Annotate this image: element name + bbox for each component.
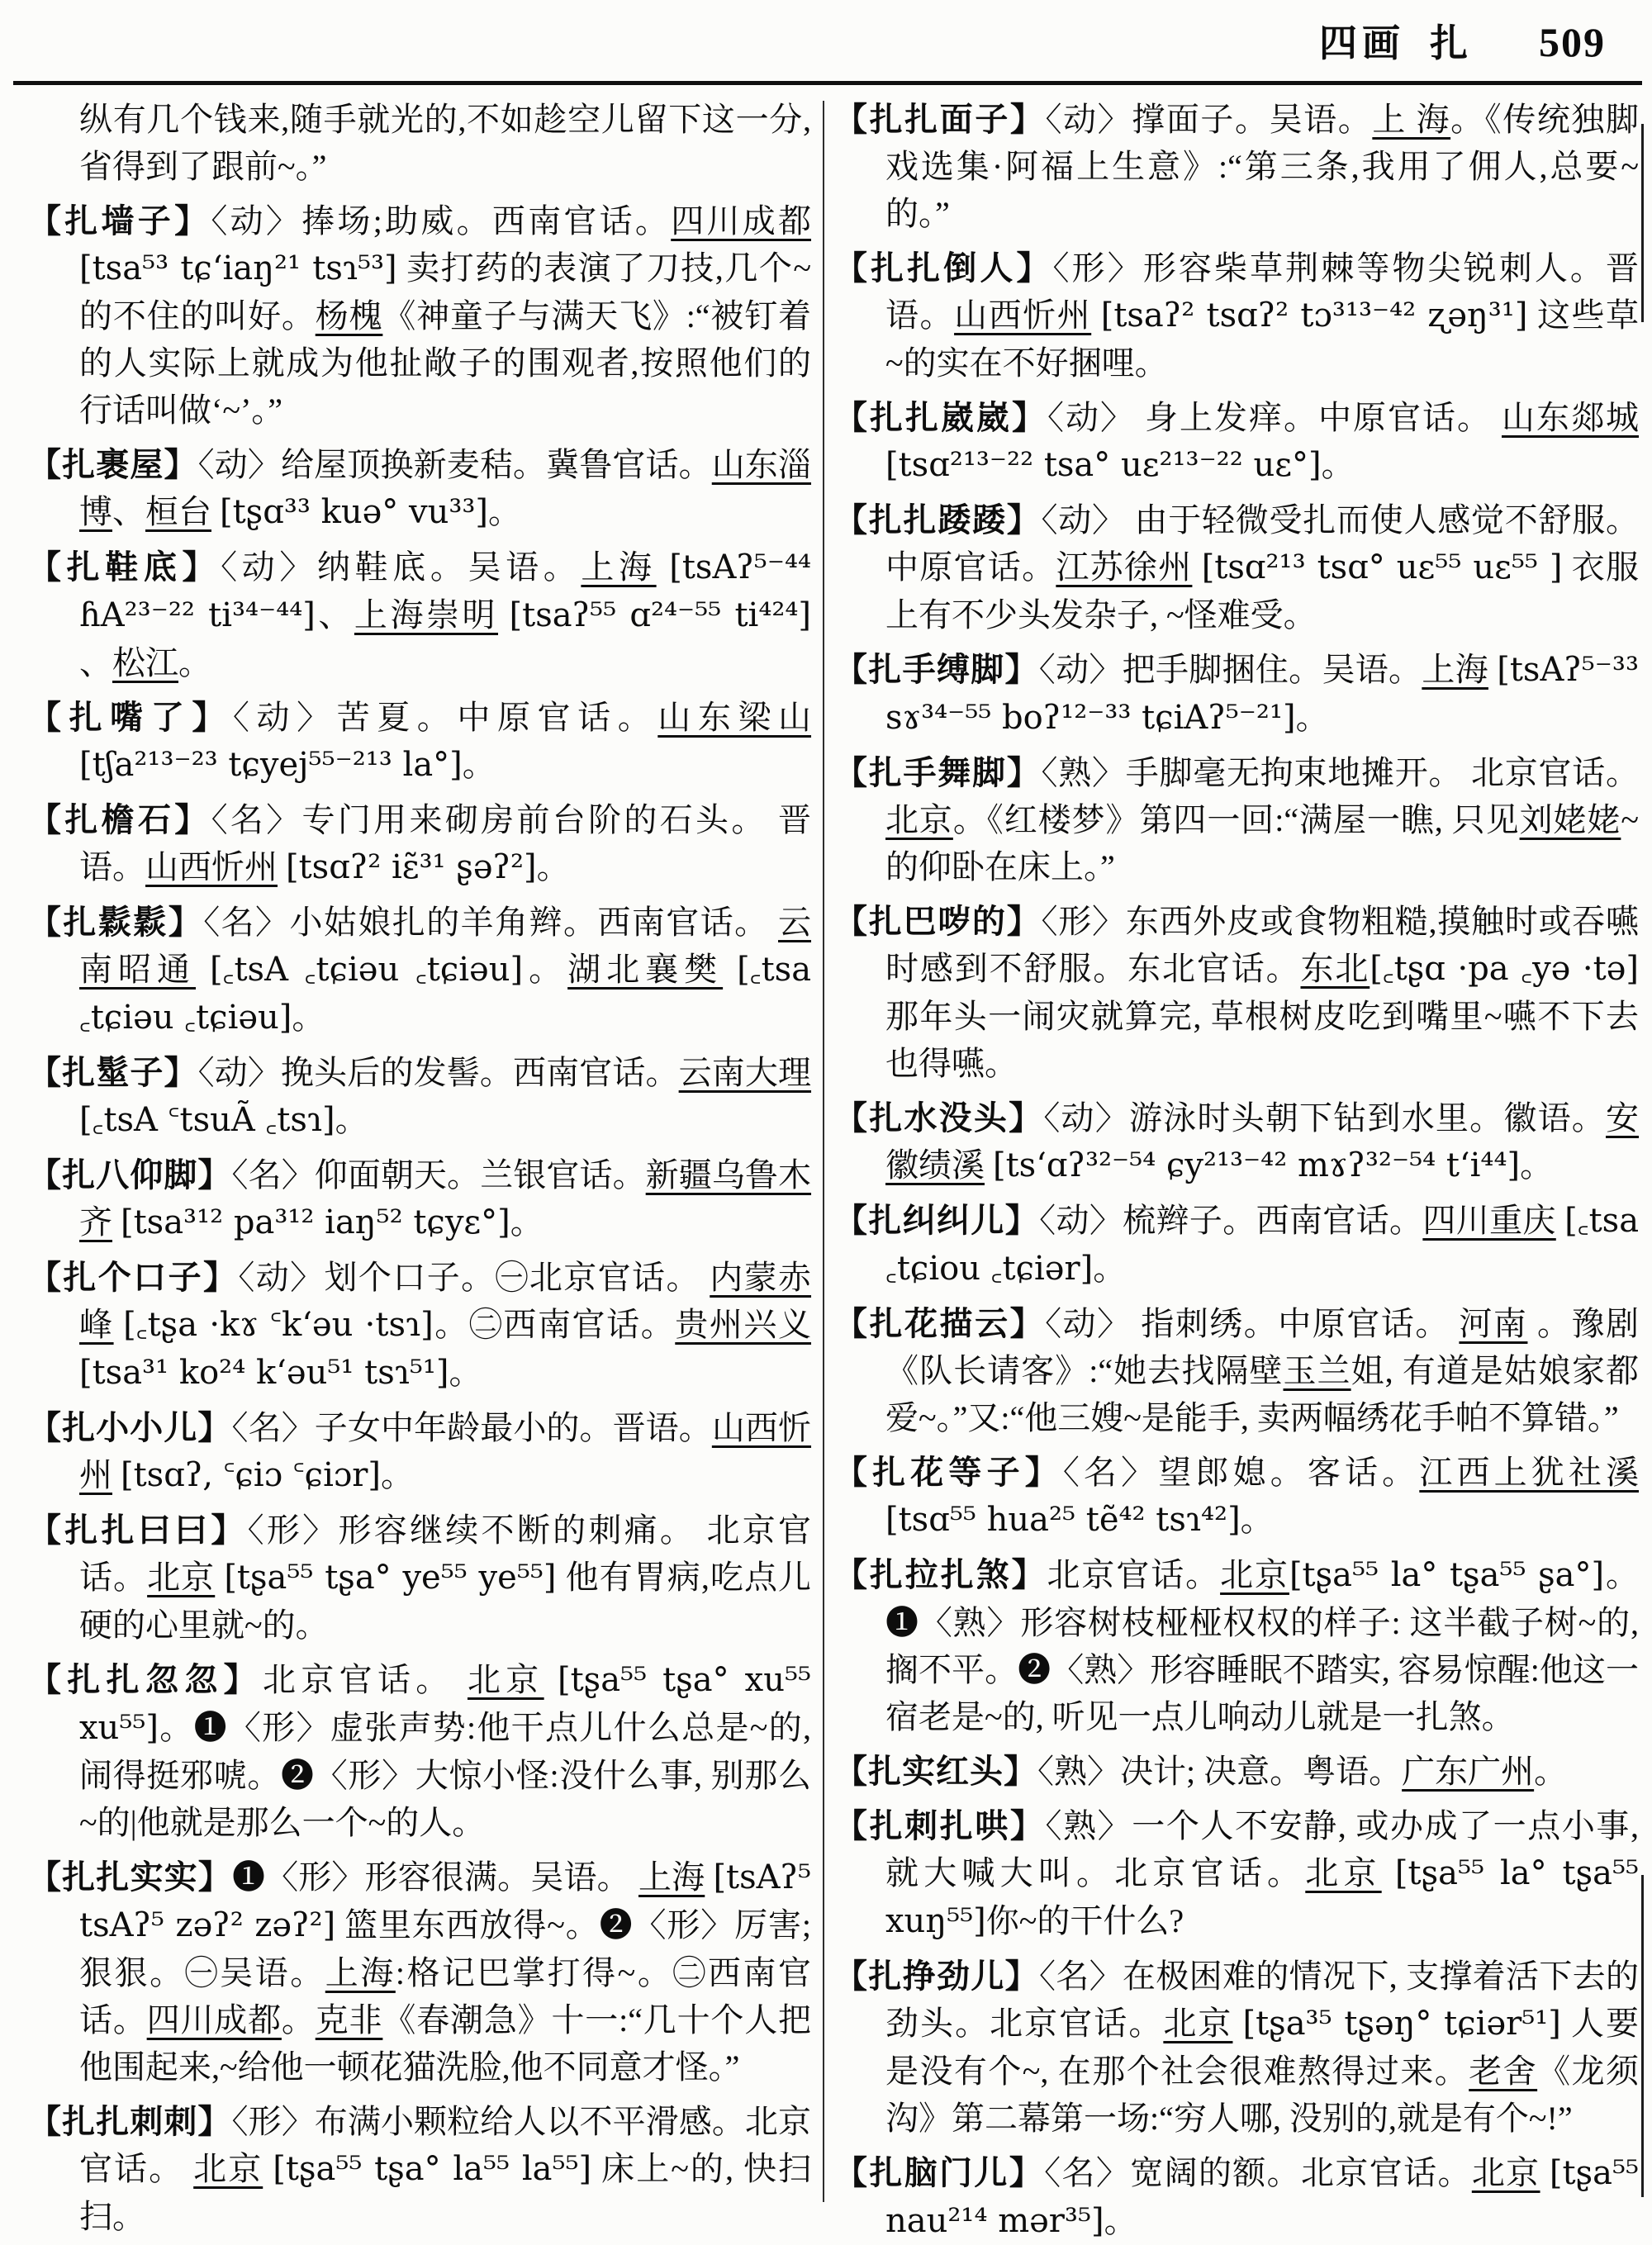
proper-noun: 松江 <box>112 644 178 681</box>
headword: 【扎个口子】 <box>28 1259 239 1296</box>
proper-noun: 山东梁山 <box>657 699 812 736</box>
headword: 【扎扎实实】 <box>28 1858 232 1896</box>
text-run: 。 <box>1104 2202 1137 2239</box>
headword: 【扎髽子】 <box>28 1054 198 1091</box>
proper-noun: 北京 <box>1471 2154 1540 2191</box>
text-run: 。 <box>462 746 496 783</box>
text-run: 〈熟〉一个人不安静, 或办成了一点小事, 就大喊大叫。北京官话。 <box>885 1807 1639 1891</box>
entry-扎扎倒人 <box>834 244 1639 387</box>
phonetic-transcription: [tsa³¹² pa³¹² iaŋ⁵² tɕyɛ°] <box>121 1203 510 1241</box>
text-run <box>1232 2005 1242 2042</box>
headword: 【扎裹屋】 <box>28 446 198 483</box>
phonetic-transcription: [tʂa⁵⁵ nau²¹⁴ mər³⁵] <box>885 2154 1640 2240</box>
text-run <box>211 493 220 530</box>
headword: 【扎手舞脚】 <box>834 754 1042 791</box>
proper-noun: 山西忻州 <box>145 848 278 885</box>
proper-noun: 克非 <box>315 2001 383 2039</box>
phonetic-transcription: [tʂa³⁵ tʂəŋ° tɕiər⁵¹] <box>1242 2005 1561 2043</box>
entry-扎脑门儿 <box>834 2149 1639 2245</box>
text-run: 篮里东西放得~。❷〈形〉厉害; 狠狠。㊀吴语。 <box>79 1906 811 1991</box>
proper-noun: 河南 <box>1459 1305 1528 1342</box>
text-run: 〈形〉形容柴草荆棘等物尖锐刺人。晋语。 <box>885 249 1640 334</box>
headword: 【扎刺扎哄】 <box>834 1807 1046 1844</box>
entry-扎花等子 <box>834 1449 1639 1544</box>
headword: 【扎纠纠儿】 <box>834 1202 1040 1239</box>
entry-扎鞋底 <box>28 543 811 686</box>
phonetic-transcription: [tsɑʔ² iɛ̃³¹ ʂəʔ²] <box>286 848 537 886</box>
text-run: 、 <box>79 644 112 681</box>
text-run <box>1382 1854 1395 1891</box>
headword: 【扎扎倒人】 <box>834 249 1053 287</box>
proper-noun: 北京 <box>1163 2005 1233 2042</box>
entry-扎裹屋 <box>28 441 811 536</box>
text-run <box>657 548 670 586</box>
phonetic-transcription: [꜀tsA ꜂tsuÃ ꜀tsɿ] <box>79 1101 335 1139</box>
proper-noun: 北京 <box>147 1559 216 1596</box>
text-run: 。 <box>1534 1753 1568 1790</box>
text-run: 〈动〉纳鞋底。吴语。 <box>221 548 582 586</box>
headword: 【扎花等子】 <box>834 1454 1063 1491</box>
phonetic-transcription: [tsɑʔ, ꜂ɕiɔ ꜂ɕiɔr] <box>121 1456 382 1494</box>
text-run: 〈动〉 指刺绣。中原官话。 <box>1045 1305 1460 1342</box>
text-run: 。《传统独脚戏选集·阿福上生意》:“第三条,我用了佣人,总要~的。” <box>885 101 1640 232</box>
phonetic-transcription: [꜀tsa ꜀tɕiou ꜀tɕiər] <box>885 1202 1640 1288</box>
text-run <box>544 1661 558 1698</box>
phonetic-transcription: [tʂa⁵⁵ tʂa° la⁵⁵ la⁵⁵] <box>273 2150 592 2188</box>
headword: 【扎水没头】 <box>834 1099 1044 1137</box>
text-run <box>112 1456 121 1493</box>
text-run: 。 <box>510 1203 544 1241</box>
phonetic-transcription: [tʂa⁵⁵ tʂa° ye⁵⁵ ye⁵⁵] <box>224 1559 557 1597</box>
dictionary-body <box>28 96 1640 2240</box>
headword: 【扎扎踒踒】 <box>834 501 1042 539</box>
text-run: 。 <box>1321 446 1355 483</box>
headword: 【扎巴哕的】 <box>834 903 1042 940</box>
text-run: 他有胃病,吃点儿硬的心里就~的。 <box>79 1559 812 1644</box>
entry-continuation <box>28 96 811 190</box>
text-run: 。豫剧《队长请客》:“她去找隔壁 <box>885 1305 1640 1389</box>
headword: 【扎小小儿】 <box>28 1409 232 1446</box>
text-run: 衣服上有不少头发杂子, ~怪难受。 <box>885 548 1640 634</box>
text-run: 〈名〉望郎媳。客话。 <box>1062 1454 1420 1491</box>
proper-noun: 江西上犹社溪 <box>1419 1454 1640 1491</box>
phonetic-transcription: [tsaʔ² tsɑʔ² tɔ³¹³⁻⁴² ʐəŋ³¹] <box>1100 297 1528 335</box>
text-run <box>196 951 210 988</box>
entry-扎八仰脚 <box>28 1151 811 1246</box>
text-run: 床上~的, 快扫扫。 <box>79 2150 812 2235</box>
proper-noun: 四川成都 <box>146 2001 282 2039</box>
proper-noun: 四川重庆 <box>1422 1202 1556 1239</box>
page-number: 509 <box>1539 19 1606 65</box>
phonetic-transcription: [tsɑ²¹³⁻²² tsa° uɛ²¹³⁻²² uɛ°] <box>885 446 1322 484</box>
phonetic-transcription: [tsaʔ⁵⁵ ɑ²⁴⁻⁵⁵ ti⁴²⁴] <box>509 596 812 634</box>
text-run: 。❶〈熟〉形容树枝桠桠权权的样子: 这半截子树~的,搁不平。❷〈熟〉形容睡眠不踏实, 容易惊醒:他这一宿老是~的, 听见一点儿响动儿就是一扎煞。 <box>885 1556 1640 1735</box>
entry-扎手缚脚 <box>834 646 1639 742</box>
headword: 【扎嘴了】 <box>28 699 233 736</box>
proper-noun: 桓台 <box>145 493 211 530</box>
phonetic-transcription: [tsa³¹ ko²⁴ k‘əu⁵¹ tsɿ⁵¹] <box>79 1354 449 1392</box>
text-run: 〈形〉形容继续不断的刺痛。 北京官话。 <box>79 1512 812 1596</box>
text-run: 纵有几个钱来,随手就光的,不如趁空儿留下这一分,省得到了跟前~。” <box>79 101 811 185</box>
text-run: 〈熟〉决计; 决意。粤语。 <box>1037 1753 1403 1790</box>
text-run: 。 <box>281 2001 316 2039</box>
headword: 【扎鞋底】 <box>28 548 221 586</box>
headword: 【扎脑门儿】 <box>834 2154 1045 2191</box>
phonetic-transcription: [tsAʔ⁵⁻³³ sɤ³⁴⁻⁵⁵ boʔ¹²⁻³³ tɕiAʔ⁵⁻²¹] <box>885 651 1639 737</box>
headword: 【扎花描云】 <box>834 1305 1046 1342</box>
entry-扎檐石 <box>28 796 811 891</box>
entry-扎挣劲儿 <box>834 1953 1639 2142</box>
text-run: 〈动〉把手脚捆住。吴语。 <box>1038 651 1422 688</box>
text-run <box>278 848 286 885</box>
proper-noun: 老舍 <box>1469 2053 1538 2090</box>
headword: 【扎扎面子】 <box>834 101 1046 138</box>
entry-扎扎踒踒 <box>834 496 1639 638</box>
phonetic-transcription: [tsa⁵³ tɕ‘iaŋ²¹ tsɿ⁵³] <box>79 249 397 287</box>
proper-noun: 上 海 <box>1372 101 1451 138</box>
proper-noun: 贵州兴义 <box>675 1306 812 1343</box>
entry-扎小小儿 <box>28 1404 811 1499</box>
text-run: 。 <box>1093 1250 1127 1287</box>
text-run: 卖打药的表演了刀技,几个~的不住的叫好。 <box>79 249 811 335</box>
text-run: 。 <box>1295 699 1329 736</box>
text-run: 〈名〉宽阔的额。北京官话。 <box>1044 2154 1472 2191</box>
text-run: 。 <box>381 1456 415 1493</box>
headword: 【扎拉扎煞】 <box>834 1556 1047 1593</box>
phonetic-transcription: [tʂɑ³³ kuə° vu³³] <box>220 493 489 531</box>
text-run: 〈动〉捧场;助威。西南官话。 <box>211 202 672 240</box>
entry-扎刺扎哄 <box>834 1802 1639 1945</box>
text-run: 北京官话。 <box>1047 1556 1221 1593</box>
headword: 【扎手缚脚】 <box>834 651 1039 688</box>
phonetic-transcription: [tʂa⁵⁵ la° tʂa⁵⁵ xuŋ⁵⁵] <box>885 1854 1640 1940</box>
headword: 【扎鬏鬏】 <box>28 904 204 941</box>
proper-noun: 湖北襄樊 <box>567 951 724 988</box>
entry-扎鬏鬏 <box>28 899 811 1042</box>
text-run: 〈形〉东西外皮或食物粗糙,摸触时或吞嚥时感到不舒服。东北官话。 <box>885 903 1639 987</box>
phonetic-transcription: [tʃa²¹³⁻²³ tɕyej⁵⁵⁻²¹³ la°] <box>79 746 463 784</box>
text-run: 〈名〉仰面朝天。兰银官话。 <box>231 1156 646 1194</box>
proper-noun: 上海 <box>581 548 657 586</box>
text-run: 那年头一闹灾就算完, 草根树皮吃到嘴里~嚥不下去也得嚥。 <box>885 998 1639 1082</box>
phonetic-transcription: [tsɑ²¹³ tsɑ° uɛ⁵⁵ uɛ⁵⁵ ] <box>1201 548 1563 586</box>
phonetic-transcription: [tʂa⁵⁵ tʂa° xu⁵⁵ xu⁵⁵] <box>79 1661 812 1747</box>
text-run: 〈形〉布满小颗粒给人以不平滑感。北京官话。 <box>79 2103 812 2187</box>
text-run: 〈动〉梳辫子。西南官话。 <box>1039 1202 1423 1239</box>
entry-扎扎忽忽 <box>28 1656 811 1846</box>
proper-noun: 上海崇明 <box>354 596 499 634</box>
text-run: 《龙须沟》第二幕第一场:“穷人哪, 没别的,就是有个~!” <box>885 2053 1640 2137</box>
proper-noun: 上海 <box>1422 651 1488 688</box>
proper-noun: 山西忻州 <box>79 1409 812 1493</box>
text-run: 《神童子与满天飞》:“被钉着的人实际上就成为他扯敞子的围观者,按照他们的行话叫做‘~’。” <box>79 297 812 429</box>
text-run: ~的仰卧在床上。” <box>885 801 1640 885</box>
proper-noun: 新疆乌鲁木齐 <box>79 1156 812 1241</box>
headword: 【扎实红头】 <box>834 1753 1037 1790</box>
text-run: 〈名〉子女中年龄最小的。晋语。 <box>231 1409 712 1446</box>
proper-noun: 山西忻州 <box>954 297 1092 334</box>
text-run: 。 <box>488 493 522 530</box>
page-header <box>0 13 1606 76</box>
text-run: 你~的干什么? <box>985 1902 1184 1939</box>
entry-扎墙子 <box>28 197 811 434</box>
text-run: 〈动〉游泳时头朝下钻到水里。徽语。 <box>1043 1099 1607 1137</box>
text-run <box>985 1146 993 1184</box>
entry-扎手舞脚 <box>834 749 1639 890</box>
headword: 【扎墙子】 <box>28 202 211 240</box>
headword: 【扎扎曰曰】 <box>28 1512 248 1549</box>
text-run: ❶〈形〉形容很满。吴语。 <box>231 1858 638 1896</box>
phonetic-transcription: [꜀tʂa ·kɤ ꜂k‘əu ·tsɿ] <box>123 1306 434 1344</box>
text-run: :格记巴掌打得~。㊁西南官话。 <box>79 1954 812 2039</box>
entry-扎水没头 <box>834 1094 1639 1189</box>
text-run: 。 <box>523 951 568 988</box>
headword: 【扎扎忽忽】 <box>28 1661 263 1698</box>
proper-noun: 山东郯城 <box>1502 399 1639 436</box>
text-run <box>498 596 510 634</box>
text-run: 这些草~的实在不好捆哩。 <box>885 297 1640 382</box>
page-edge-line <box>1641 1875 1644 2197</box>
text-run <box>112 1203 121 1241</box>
text-run: 。 <box>449 1354 482 1391</box>
phonetic-transcription: [꜀tsA ꜀tɕiəu ꜀tɕiəu] <box>210 951 524 989</box>
proper-noun: 上海 <box>638 1858 705 1896</box>
proper-noun: 上海 <box>325 1954 396 1991</box>
phonetic-transcription: [꜀tsa ꜀tɕiəu ꜀tɕiəu] <box>79 951 812 1037</box>
text-run <box>1488 651 1497 688</box>
section-entry-char: 扎 <box>1430 22 1473 64</box>
text-run: 。 <box>292 999 325 1036</box>
proper-noun: 玉兰 <box>1283 1352 1351 1389</box>
proper-noun: 北京 <box>1220 1556 1289 1593</box>
phonetic-transcription: [tsAʔ⁵ tsAʔ⁵ zəʔ² zəʔ²] <box>79 1858 812 1944</box>
proper-noun: 内蒙赤峰 <box>79 1259 812 1343</box>
text-run: 〈熟〉手脚毫无拘束地摊开。 北京官话。 <box>1041 754 1639 791</box>
text-run: 〈动〉划个口子。㊀北京官话。 <box>238 1259 710 1296</box>
proper-noun: 北京 <box>467 1661 544 1698</box>
headword: 【扎扎刺刺】 <box>28 2103 232 2140</box>
section-stroke-label: 四画 <box>1319 22 1405 64</box>
entry-扎嘴了 <box>28 694 811 789</box>
text-run: 。㊁西南官话。 <box>433 1306 676 1343</box>
proper-noun: 东北 <box>1300 950 1370 987</box>
column-divider <box>823 101 824 2202</box>
text-run <box>215 1559 224 1596</box>
text-run: 北京官话。 <box>262 1661 468 1698</box>
proper-noun: 广东广州 <box>1402 1753 1535 1790</box>
proper-noun: 四川成都 <box>671 202 812 240</box>
phonetic-transcription: [tʂa⁵⁵ la° tʂa⁵⁵ ʂa°] <box>1289 1556 1605 1594</box>
entry-扎个口子 <box>28 1254 811 1397</box>
text-run <box>1556 1202 1564 1239</box>
text-run: 、 <box>315 596 354 634</box>
proper-noun: 安徽绩溪 <box>885 1099 1640 1184</box>
proper-noun: 杨槐 <box>315 297 383 335</box>
text-run: 。 <box>1240 1501 1274 1538</box>
entry-扎纠纠儿 <box>834 1197 1639 1293</box>
entry-扎拉扎煞 <box>834 1551 1639 1740</box>
text-run: 〈动〉撑面子。吴语。 <box>1045 101 1373 138</box>
text-run <box>114 1306 124 1343</box>
text-run <box>1091 297 1101 334</box>
phonetic-transcription: [꜀tʂɑ ·pa ꜀yə ·tə] <box>1370 950 1639 988</box>
text-run: 。 <box>335 1101 368 1138</box>
proper-noun: 北京 <box>885 801 953 838</box>
entry-扎巴哕的 <box>834 898 1639 1087</box>
text-run: 〈动〉挽头后的发髻。西南官话。 <box>197 1054 679 1091</box>
proper-noun: 北京 <box>193 2150 263 2187</box>
entry-扎花描云 <box>834 1300 1639 1441</box>
headword: 【扎挣劲儿】 <box>834 1958 1039 1995</box>
section-title <box>1319 13 1473 68</box>
page-edge-line <box>1641 124 1644 322</box>
entry-扎扎刺刺 <box>28 2098 811 2240</box>
entry-扎实红头 <box>834 1748 1639 1795</box>
text-run: 〈名〉在极困难的情况下, 支撑着活下去的劲头。北京官话。 <box>885 1958 1639 2042</box>
proper-noun: 云南昭通 <box>79 904 812 988</box>
phonetic-transcription: [tsAʔ⁵⁻⁴⁴ ɦA²³⁻²² ti³⁴⁻⁴⁴] <box>79 548 812 634</box>
text-run <box>1192 548 1201 586</box>
proper-noun: 云南大理 <box>678 1054 812 1091</box>
text-run: 。❶〈形〉虚张声势:他干点儿什么总是~的, 闹得挺邪唬。❷〈形〉大惊小怪:没什么事, 别那么~的|他就是那么一个~的人。 <box>79 1709 811 1841</box>
text-run: 〈动〉给屋顶换新麦秸。冀鲁官话。 <box>197 446 712 483</box>
text-run: 。 <box>1520 1146 1554 1184</box>
proper-noun: 北京 <box>1305 1854 1382 1891</box>
entry-扎扎曰曰 <box>28 1507 811 1649</box>
left-column <box>28 96 812 2235</box>
text-run <box>723 951 737 988</box>
headword: 【扎檐石】 <box>28 801 211 838</box>
right-column <box>834 96 1640 2240</box>
proper-noun: 江苏徐州 <box>1056 548 1193 586</box>
proper-noun: 刘姥姥 <box>1519 801 1621 838</box>
entry-扎髽子 <box>28 1049 811 1144</box>
entry-扎扎崴崴 <box>834 394 1639 489</box>
header-rule <box>13 81 1642 85</box>
text-run: 〈动〉 由于轻微受扎而使人感觉不舒服。中原官话。 <box>885 501 1639 586</box>
text-run: 。《红楼梦》第四一回:“满屋一瞧, 只见 <box>952 801 1520 838</box>
text-run: 〈名〉专门用来砌房前台阶的石头。 晋语。 <box>79 801 812 885</box>
text-run: 。 <box>178 644 211 681</box>
text-run: 姐, 有道是姑娘家都爱~。”又:“他三嫂~是能手, 卖两幅绣花手帕不算错。” <box>885 1352 1640 1436</box>
text-run: 人要是没有个~, 在那个社会很难熬得过来。 <box>885 2005 1640 2090</box>
text-run <box>1540 2154 1550 2191</box>
text-run: 〈名〉小姑娘扎的羊角辫。西南官话。 <box>203 904 779 941</box>
text-run: 《春潮急》十一:“几十个人把他围起来,~给他一顿花猫洗脸,他不同意才怪。” <box>79 2001 812 2086</box>
text-run: 。 <box>536 848 570 885</box>
text-run <box>263 2150 273 2187</box>
phonetic-transcription: [tsɑ⁵⁵ hua²⁵ tẽ⁴² tsɿ⁴²] <box>885 1501 1241 1539</box>
text-run: 〈动〉 身上发痒。中原官话。 <box>1047 399 1502 436</box>
text-run <box>705 1858 713 1896</box>
phonetic-transcription: [ts‘ɑʔ³²⁻⁵⁴ ɕy²¹³⁻⁴² mɤʔ³²⁻⁵⁴ t‘i⁴⁴] <box>993 1146 1521 1184</box>
entry-扎扎实实 <box>28 1853 811 2091</box>
entry-扎扎面子 <box>834 96 1639 237</box>
headword: 【扎八仰脚】 <box>28 1156 232 1194</box>
text-run: 、 <box>112 493 145 530</box>
text-run: 〈动〉苦夏。中原官话。 <box>232 699 658 736</box>
proper-noun: 山东淄博 <box>79 446 812 530</box>
headword: 【扎扎崴崴】 <box>834 399 1047 436</box>
